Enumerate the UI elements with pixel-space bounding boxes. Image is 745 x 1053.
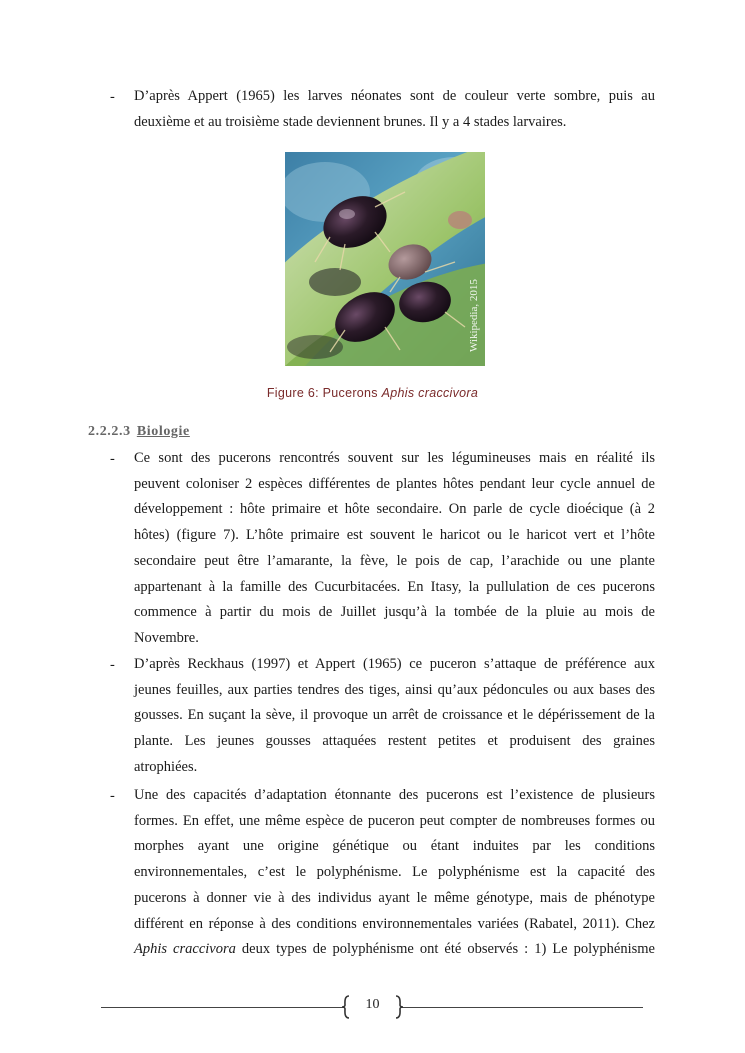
aphid-photo <box>285 152 485 366</box>
text-line: plante. Les jeunes gousses attaquées restent petites et produisent des graines <box>134 733 655 750</box>
section-heading <box>88 424 190 440</box>
bullet-dash: - <box>110 657 115 673</box>
photo-watermark: Wikipedia, 2015 <box>468 279 480 352</box>
text-line: morphes ayant une origine génétique ou étant induites par les conditions <box>134 838 655 855</box>
text-line: différent en réponse à des conditions environnementales variées (Rabatel, 2011). Chez <box>134 915 655 932</box>
biology-paragraph-1 <box>134 446 655 652</box>
line-rest: deux types de polyphénisme ont été observés : 1) Le polyphénisme <box>235 941 655 958</box>
text-line: environnementales, c’est le polyphénisme. Le polyphénisme est la capacité des <box>134 864 655 881</box>
text-line: atrophiées. <box>134 758 198 775</box>
text-line: D’après Appert (1965) les larves néonates sont de couleur verte sombre, puis au <box>134 88 655 104</box>
intro-paragraph <box>134 84 655 135</box>
text-line: appartenant à la famille des Cucurbitacées. En Itasy, la pullulation de ces pucerons <box>134 578 655 595</box>
text-line: pucerons à donner vie à des individus ayant le même génotype, mais de phénotype <box>134 889 655 906</box>
text-line: D’après Reckhaus (1997) et Appert (1965) ce puceron s’attaque de préférence aux <box>134 656 655 672</box>
caption-prefix: Figure 6: Pucerons <box>266 386 382 400</box>
text-line: jeunes feuilles, aux parties tendres des tiges, ainsi qu’aux pédoncules ou aux bases des <box>134 681 655 698</box>
text-line: développement : hôte primaire et hôte secondaire. On parle de cycle dioécique (à 2 <box>134 501 655 518</box>
text-line: hôtes) (figure 7). L’hôte primaire est souvent le haricot ou le haricot vert et l’hôte <box>134 527 655 544</box>
text-line: commence à partir du mois de Juillet jusqu’à la tombée de la pluie au mois de <box>134 604 655 621</box>
text-line: Novembre. <box>134 629 199 646</box>
species-name: Aphis craccivora <box>134 941 236 958</box>
text-line: formes. En effet, une même espèce de puceron peut compter de nombreuses formes ou <box>134 812 655 829</box>
bullet-dash: - <box>110 89 115 105</box>
figure-caption <box>0 386 745 400</box>
text-line: Ce sont des pucerons rencontrés souvent sur les légumineuses mais en réalité ils <box>134 450 655 466</box>
section-number: 2.2.2.3 <box>88 424 131 439</box>
caption-species: Aphis craccivora <box>381 386 479 400</box>
text-line <box>134 937 655 963</box>
bullet-dash: - <box>110 788 115 804</box>
text-line: gousses. En suçant la sève, il provoque un arrêt de croissance et le dépérissement de la <box>134 707 655 724</box>
biology-paragraph-3 <box>134 783 655 963</box>
section-title: Biologie <box>136 424 190 439</box>
page-number: 10 <box>365 997 380 1012</box>
bullet-dash: - <box>110 451 115 467</box>
text-line: secondaire peut être l’amarante, la fève, le pois de cap, l’arachide ou une plante <box>134 552 655 569</box>
text-line: peuvent coloniser 2 espèces différentes de plantes hôtes pendant leur cycle annuel de <box>134 475 655 492</box>
text-line: deuxième et au troisième stade deviennent brunes. Il y a 4 stades larvaires. <box>134 113 567 130</box>
text-line: Une des capacités d’adaptation étonnante des pucerons est l’existence de plusieurs <box>134 787 655 803</box>
biology-paragraph-2 <box>134 652 655 781</box>
